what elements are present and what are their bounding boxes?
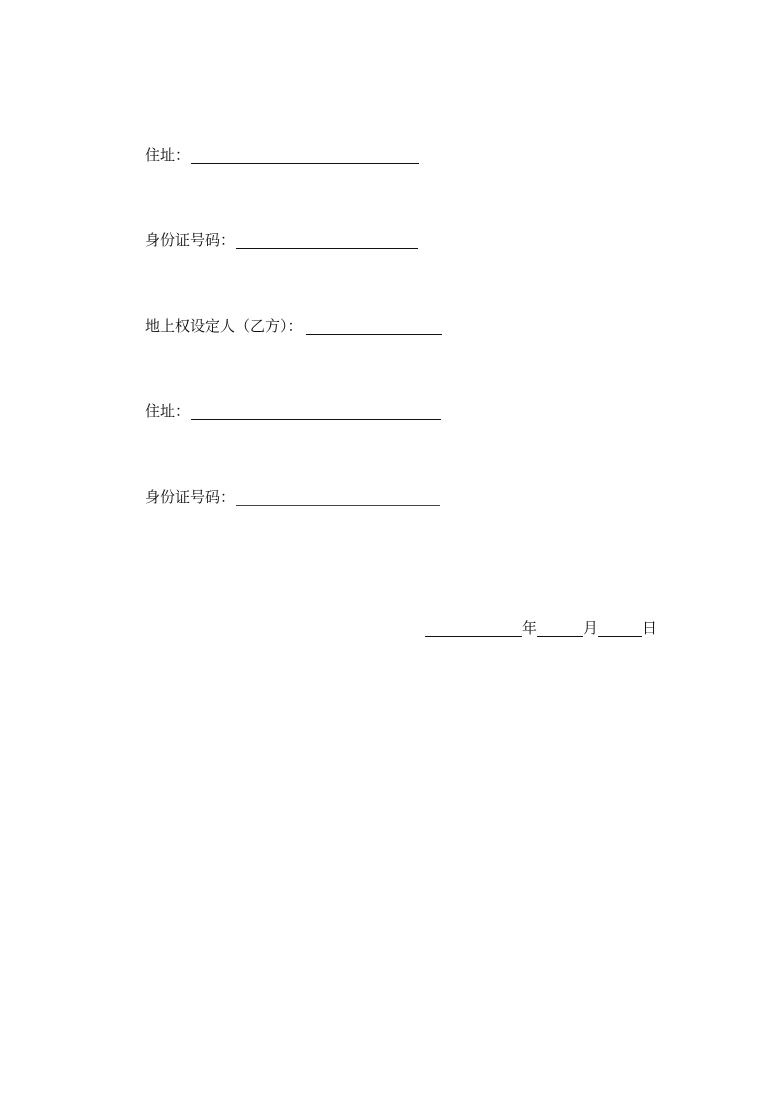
address-field-party-b: [145, 402, 441, 420]
id-number-field-party-a: [145, 231, 418, 249]
month-blank[interactable]: [537, 621, 583, 637]
id-number-label: 身份证号码：: [145, 488, 236, 506]
id-number-blank[interactable]: [236, 233, 418, 249]
id-number-label: 身份证号码：: [145, 231, 236, 249]
party-b-field: [145, 317, 442, 335]
day-blank[interactable]: [598, 621, 642, 637]
party-b-blank[interactable]: [306, 319, 442, 335]
address-label: 住址：: [145, 146, 191, 164]
address-blank[interactable]: [191, 404, 441, 420]
date-line: [425, 619, 657, 637]
month-label: 月: [583, 619, 599, 637]
year-label: 年: [522, 619, 538, 637]
year-blank[interactable]: [425, 621, 522, 637]
id-number-blank[interactable]: [236, 490, 440, 506]
address-label: 住址：: [145, 402, 191, 420]
day-label: 日: [642, 619, 658, 637]
address-blank[interactable]: [191, 148, 419, 164]
party-b-label: 地上权设定人（乙方）：: [145, 317, 303, 335]
id-number-field-party-b: [145, 488, 440, 506]
address-field-party-a: [145, 146, 419, 164]
